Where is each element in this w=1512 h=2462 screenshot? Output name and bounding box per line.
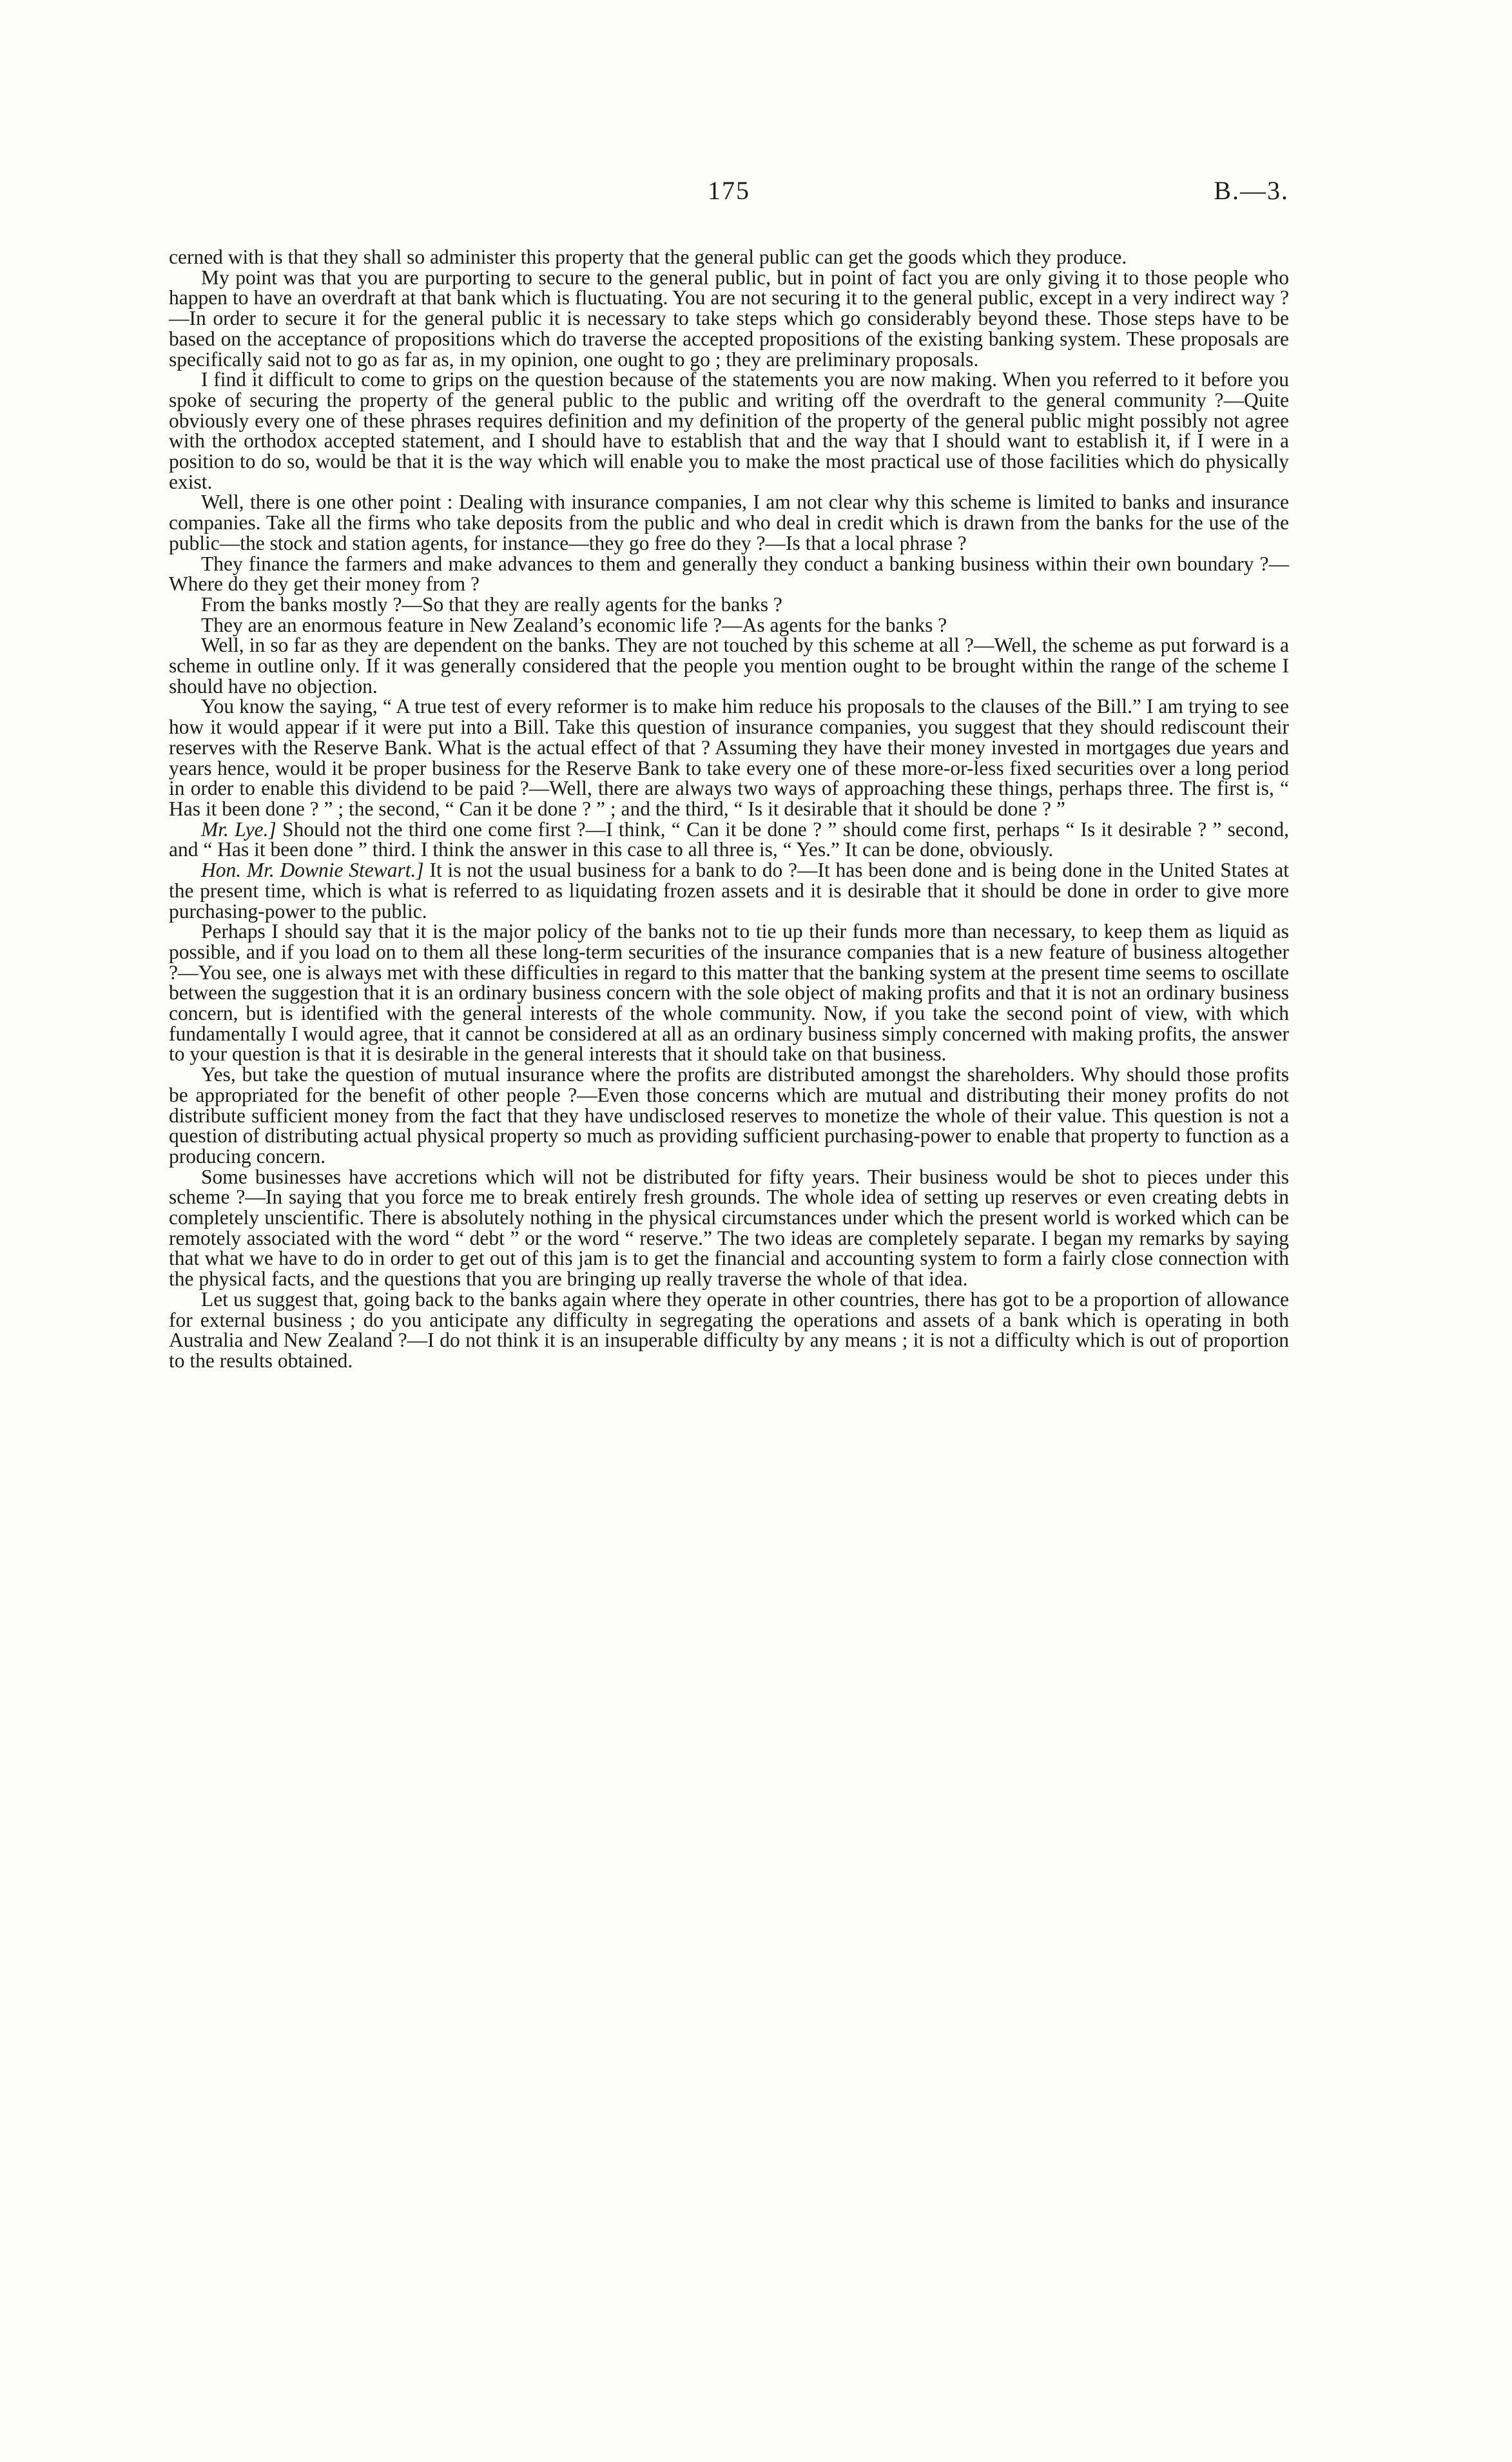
paragraph (169, 696, 1289, 819)
paragraph (169, 594, 1289, 615)
paragraph-text: Let us suggest that, going back to the banks again where they operate in other countries, there has got to be a proportion of allowance for external business ; do you anticipate any difficulty in segregating the operations and assets of a bank which is operating in both Australia and New Zealand ?—I do not think it is an insuperable difficulty by any means ; it is not a difficulty which is out of proportion to the results obtained. (169, 1287, 1289, 1372)
paragraph-text: Perhaps I should say that it is the major policy of the banks not to tie up their funds more than necessary, to keep them as liquid as possible, and if you load on to them all these long-term securities of the insurance companies that is a new feature of business altogether ?—You see, one is always met with these difficulties in regard to this matter that the banking system at the present time seems to oscillate between the suggestion that it is an ordinary business concern with the sole object of making profits and that it is not an ordinary business concern, but is identified with the general interests of the whole community. Now, if you take the second point of view, with which fundamentally I would agree, that it cannot be considered at all as an ordinary business simply concerned with making profits, the answer to your question is that it is desirable in the general interests that it should take on that business. (169, 920, 1289, 1066)
paragraph-text: I find it difficult to come to grips on the question because of the statements you are now making. When you referred to it before you spoke of securing the property of the general public to the public and writing off the overdraft to the general community ?—Quite obviously every one of these phrases requires definition and my definition of the property of the general public might possibly not agree with the orthodox accepted statement, and I should have to establish that and the way that I should want to establish it, if I were in a position to do so, would be that it is the way which will enable you to make the most practical use of those facilities which do physically exist. (169, 368, 1289, 493)
paragraph (169, 921, 1289, 1064)
paragraph (169, 1064, 1289, 1167)
paragraph-text: Well, there is one other point : Dealing with insurance companies, I am not clear why this scheme is limited to banks and insurance companies. Take all the firms who take deposits from the public and who deal in credit which is drawn from the banks for the use of the public—the stock and station agents, for instance—they go free do they ?—Is that a local phrase ? (169, 491, 1289, 554)
paragraph-text: You know the saying, “ A true test of every reformer is to make him reduce his proposals to the clauses of the Bill.” I am trying to see how it would appear if it were put into a Bill. Take this question of insurance companies, you suggest that they should rediscount their reserves with the Reserve Bank. What is the actual effect of that ? Assuming they have their money invested in mortgages due years and years hence, would it be proper business for the Reserve Bank to take every one of these more-or-less fixed securities over a long period in order to enable this dividend to be paid ?—Well, there are always two ways of approaching these things, perhaps three. The first is, “ Has it been done ? ” ; the second, “ Can it be done ? ” ; and the third, “ Is it desirable that it should be done ? ” (169, 695, 1289, 820)
paragraph (169, 860, 1289, 921)
paragraph-text: It is not the usual business for a bank to do ?—It has been done and is being done in the United States at the present time, which is what is referred to as liquidating frozen assets and it is desirable that it should be done in order to give more purchasing-power to the public. (169, 859, 1289, 923)
paragraph (169, 635, 1289, 696)
paragraph (169, 819, 1289, 860)
paragraph (169, 268, 1289, 370)
paragraph-text: Some businesses have accretions which will not be distributed for fifty years. Their business would be shot to pieces under this scheme ?—In saying that you force me to break entirely fresh grounds. The whole idea of setting up reserves or even creating debts in completely unscientific. There is absolutely nothing in the physical circumstances under which the present world is worked which can be remotely associated with the word “ debt ” or the word “ reserve.” The two ideas are completely separate. I began my remarks by saying that what we have to do in order to get out of this jam is to get the financial and accounting system to form a fairly close connection with the physical facts, and the questions that you are bringing up really traverse the whole of that idea. (169, 1165, 1289, 1291)
paragraph (169, 1289, 1289, 1371)
paragraph (169, 1167, 1289, 1289)
speaker-label: Mr. Lye.] (201, 817, 276, 841)
speaker-label: Hon. Mr. Downie Stewart.] (201, 859, 424, 882)
paragraph-text: My point was that you are purporting to secure to the general public, but in point of fact you are only giving it to those people who happen to have an overdraft at that bank which is fluctuating. You are not securing it to the general public, except in a very indirect way ?—In order to secure it for the general public it is necessary to take steps which go considerably beyond these. Those steps have to be based on the acceptance of propositions which do traverse the accepted propositions of the existing banking system. These proposals are specifically said not to go as far as, in my opinion, one ought to go ; they are preliminary proposals. (169, 266, 1289, 371)
paragraph-text: They are an enormous feature in New Zealand’s economic life ?—As agents for the banks ? (201, 613, 947, 636)
paragraph (169, 492, 1289, 553)
paragraph-text: Yes, but take the question of mutual insurance where the profits are distributed amongst the shareholders. Why should those profits be appropriated for the benefit of other people ?—Even those concerns which are mutual and distributing their money profits do not distribute sufficient money from the fact that they have undisclosed reserves to monetize the whole of their value. This question is not a question of distributing actual physical property so much as providing sufficient purchasing-power to enable that property to function as a producing concern. (169, 1063, 1289, 1167)
page-number: 175 (708, 176, 750, 205)
transcript-body (169, 247, 1289, 1371)
paragraph-text: They finance the farmers and make advances to them and generally they conduct a banking business within their own boundary ?—Where do they get their money from ? (169, 552, 1289, 596)
paragraph (169, 554, 1289, 594)
paragraph-text: Should not the third one come first ?—I think, “ Can it be done ? ” should come first, perhaps “ Is it desirable ? ” second, and “ Has it been done ” third. I think the answer in this case to all three is, “ Yes.” It can be done, obviously. (169, 817, 1289, 861)
page-header (169, 175, 1289, 214)
paragraph (169, 369, 1289, 492)
paragraph-text: cerned with is that they shall so administer this property that the general public can get the goods which they produce. (169, 246, 1127, 268)
paragraph (169, 615, 1289, 636)
paragraph (169, 247, 1289, 268)
paragraph-text: From the banks mostly ?—So that they are really agents for the banks ? (201, 592, 782, 616)
report-reference: B.—3. (1214, 176, 1289, 205)
paragraph-text: Well, in so far as they are dependent on the banks. They are not touched by this scheme at all ?—Well, the scheme as put forward is a scheme in outline only. If it was generally considered that the people you mention ought to be brought within the range of the scheme I should have no objection. (169, 634, 1289, 698)
